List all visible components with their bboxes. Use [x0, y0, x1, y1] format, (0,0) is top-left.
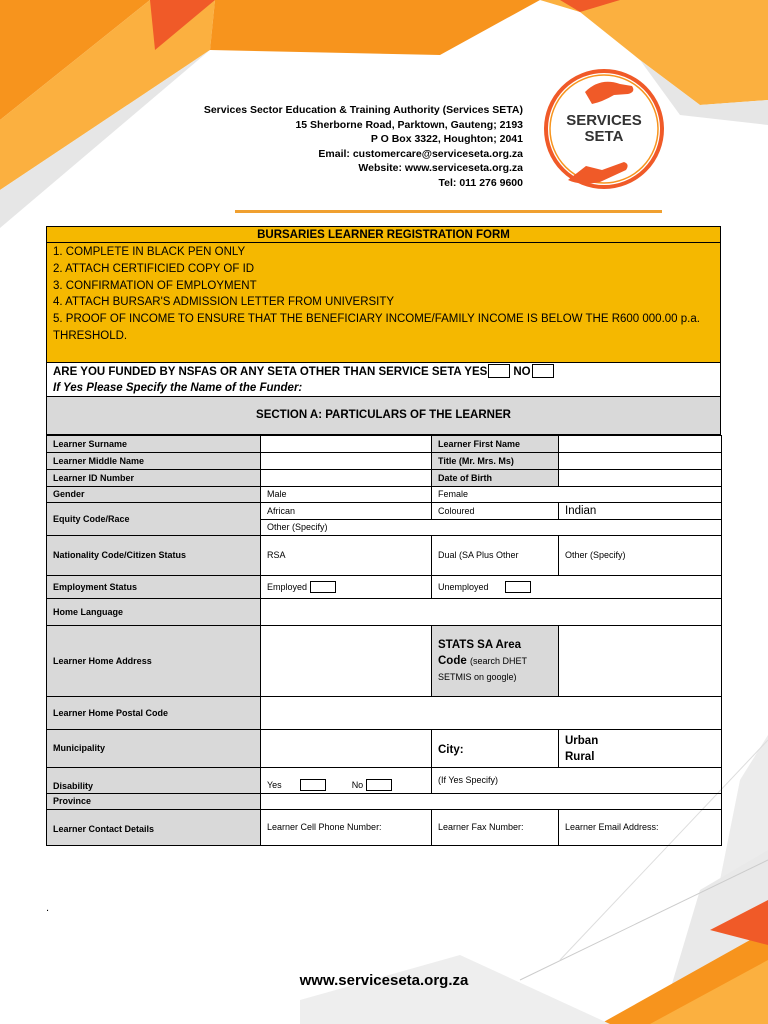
- funder-specify-label: If Yes Please Specify the Name of the Funder:: [53, 381, 303, 394]
- home-language-field[interactable]: [261, 599, 722, 626]
- section-a-heading: SECTION A: PARTICULARS OF THE LEARNER: [46, 397, 721, 435]
- employment-label: Employment Status: [47, 576, 261, 599]
- disability-yes-label: Yes: [267, 780, 282, 790]
- contact-telephone: Tel: 011 276 9600: [438, 176, 523, 189]
- municipality-label: Municipality: [47, 730, 261, 768]
- services-seta-logo: [540, 62, 668, 196]
- province-label: Province: [47, 794, 261, 810]
- id-number-label: Learner ID Number: [47, 470, 261, 487]
- instruction-1: 1. COMPLETE IN BLACK PEN ONLY: [53, 246, 246, 258]
- gender-option-female[interactable]: Female: [432, 487, 722, 503]
- learner-particulars-table: [46, 435, 722, 846]
- instruction-5: 5. PROOF OF INCOME TO ENSURE THAT THE BENEFICIARY INCOME/FAMILY INCOME IS BELOW THE R600 000.00 p.a. THRESHOLD.: [53, 313, 700, 342]
- surname-label: Learner Surname: [47, 436, 261, 453]
- postal-code-field[interactable]: [261, 697, 722, 730]
- stats-sa-field[interactable]: [559, 626, 722, 697]
- contact-details-label: Learner Contact Details: [47, 810, 261, 846]
- stats-sa-label: STATS SA Area Code: [438, 639, 522, 667]
- gender-option-male[interactable]: Male: [261, 487, 432, 503]
- race-option-indian[interactable]: Indian: [559, 503, 722, 520]
- fax-field[interactable]: Learner Fax Number:: [432, 810, 559, 846]
- municipality-field[interactable]: [261, 730, 432, 768]
- po-box: P O Box 3322, Houghton; 2041: [370, 133, 523, 145]
- home-address-label: Learner Home Address: [47, 626, 261, 697]
- employed-label: Employed: [267, 582, 308, 592]
- race-option-african[interactable]: African: [261, 503, 432, 520]
- registration-form: [46, 226, 721, 846]
- stray-mark: .: [46, 902, 50, 914]
- nationality-label: Nationality Code/Citizen Status: [47, 536, 261, 576]
- employment-option-unemployed: [432, 576, 722, 599]
- org-name: Services Sector Education & Training Authority (Services SETA): [203, 104, 523, 116]
- surname-field[interactable]: [261, 436, 432, 453]
- nationality-option-dual[interactable]: Dual (SA Plus Other: [432, 536, 559, 576]
- title-field[interactable]: [559, 453, 722, 470]
- funded-no-label: NO: [513, 366, 531, 378]
- postal-code-label: Learner Home Postal Code: [47, 697, 261, 730]
- instructions-block: [46, 243, 721, 363]
- nationality-option-rsa[interactable]: RSA: [261, 536, 432, 576]
- contact-email: Email: customercare@serviceseta.org.za: [318, 147, 523, 160]
- footer-website[interactable]: www.serviceseta.org.za: [299, 972, 469, 989]
- equity-label: Equity Code/Race: [47, 503, 261, 536]
- disability-no-checkbox[interactable]: [366, 779, 392, 791]
- contact-website: Website: www.serviceseta.org.za: [358, 162, 523, 174]
- email-field[interactable]: Learner Email Address:: [559, 810, 722, 846]
- funded-no-checkbox[interactable]: [532, 364, 554, 378]
- race-option-coloured[interactable]: Coloured: [432, 503, 559, 520]
- cell-phone-field[interactable]: Learner Cell Phone Number:: [261, 810, 432, 846]
- disability-specify-field[interactable]: (If Yes Specify): [432, 768, 722, 794]
- funded-yes-checkbox[interactable]: [488, 364, 510, 378]
- disability-label: Disability: [47, 768, 261, 794]
- unemployed-label: Unemployed: [438, 582, 489, 592]
- first-name-label: Learner First Name: [432, 436, 559, 453]
- area-option-rural[interactable]: Rural: [565, 750, 595, 763]
- nationality-option-other[interactable]: Other (Specify): [559, 536, 722, 576]
- dob-label: Date of Birth: [432, 470, 559, 487]
- race-option-other[interactable]: Other (Specify): [261, 520, 722, 536]
- header-divider: [235, 210, 662, 213]
- funded-question: ARE YOU FUNDED BY NSFAS OR ANY SETA OTHER THAN SERVICE SETA YES: [53, 366, 488, 378]
- id-number-field[interactable]: [261, 470, 432, 487]
- area-option-urban[interactable]: Urban: [565, 734, 599, 747]
- middle-name-field[interactable]: [261, 453, 432, 470]
- province-field[interactable]: [261, 794, 722, 810]
- instruction-3: 3. CONFIRMATION OF EMPLOYMENT: [53, 279, 257, 292]
- logo-text-services: SERVICES: [566, 112, 642, 129]
- unemployed-checkbox[interactable]: [505, 581, 531, 593]
- first-name-field[interactable]: [559, 436, 722, 453]
- disability-no-label: No: [351, 780, 364, 790]
- logo-text-seta: SETA: [584, 128, 624, 145]
- funding-question-block: [46, 363, 721, 397]
- street-address: 15 Sherborne Road, Parktown, Gauteng; 2193: [295, 118, 523, 131]
- disability-yes-checkbox[interactable]: [300, 779, 326, 791]
- dob-field[interactable]: [559, 470, 722, 487]
- title-label: Title (Mr. Mrs. Ms): [432, 453, 559, 470]
- city-label: City:: [432, 730, 559, 768]
- instruction-2: 2. ATTACH CERTIFICIED COPY OF ID: [53, 262, 255, 275]
- middle-name-label: Learner Middle Name: [47, 453, 261, 470]
- employed-checkbox[interactable]: [310, 581, 336, 593]
- instruction-4: 4. ATTACH BURSAR'S ADMISSION LETTER FROM UNIVERSITY: [53, 296, 395, 309]
- form-title: BURSARIES LEARNER REGISTRATION FORM: [46, 226, 721, 243]
- gender-label: Gender: [47, 487, 261, 503]
- home-language-label: Home Language: [47, 599, 261, 626]
- home-address-field[interactable]: [261, 626, 432, 697]
- employment-option-employed: [261, 576, 432, 599]
- organization-contact-block: [204, 103, 523, 190]
- stats-sa-hint: (search DHET SETMIS on google): [438, 656, 527, 682]
